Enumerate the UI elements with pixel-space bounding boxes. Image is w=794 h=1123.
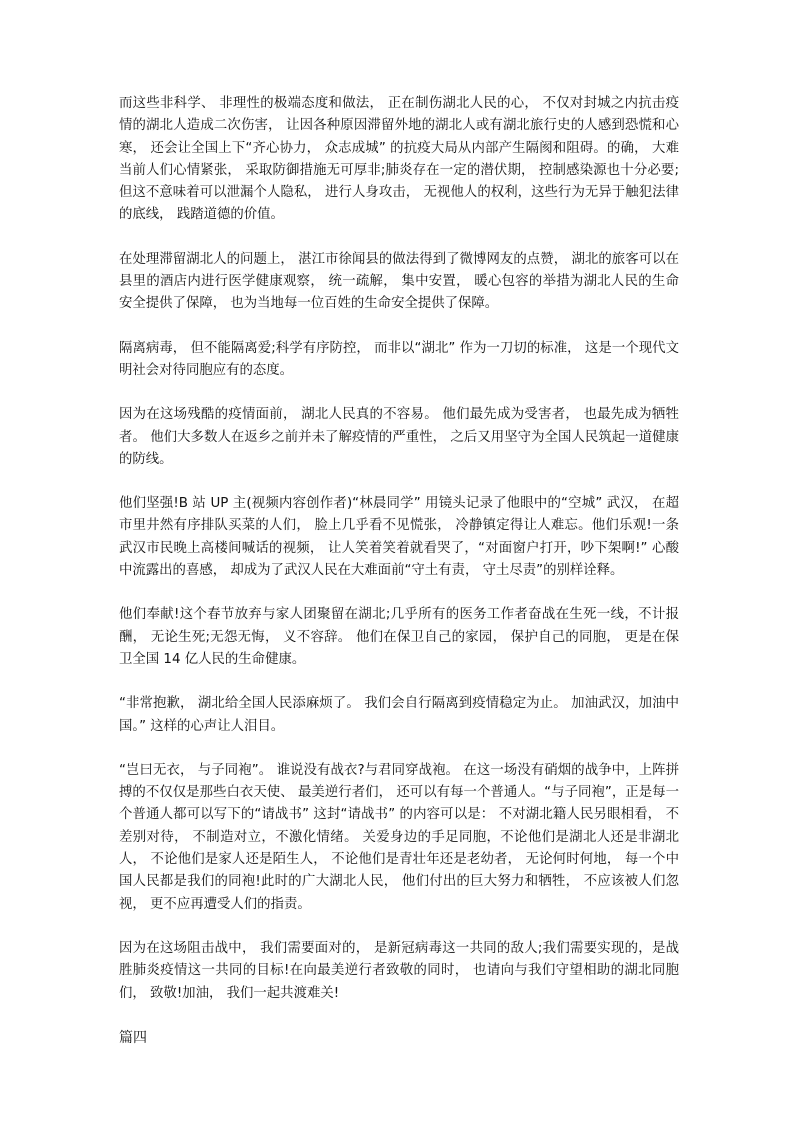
paragraph: 隔离病毒， 但不能隔离爱;科学有序防控， 而非以“湖北” 作为一刀切的标准， 这是一个现代文明社会对待同胞应有的态度。 [119,340,679,378]
paragraph: 因为在这场残酷的疫情面前， 湖北人民真的不容易。 他们最先成为受害者， 也最先成为牺牲者。 他们大多数人在返乡之前并未了解疫情的严重性， 之后又用坚守为全国人民筑起一道健康的防线。 [119,407,679,467]
paragraph: 在处理滞留湖北人的问题上， 湛江市徐闻县的做法得到了微博网友的点赞， 湖北的旅客可以在县里的酒店内进行医学健康观察， 统一疏解， 集中安置， 暖心包容的举措为湖北人民的生命安全提供了保障， 也为当地每一位百姓的生命安全提供了保障。 [119,251,679,312]
paragraph: 他们坚强!B 站 UP 主(视频内容创作者)“林晨同学” 用镜头记录了他眼中的“空城” 武汉， 在超市里井然有序排队买菜的人们， 脸上几乎看不见慌张， 冷静镇定得让人难忘。他们乐观!一条武汉市民晚上高楼间喊话的视频， 让人笑着笑着就看哭了，“对面窗户打开，吵下架啊!” 心酸中流露出的喜感， 却成为了武汉人民在大难面前“守土有责， 守土尽责”的别样诠释。 [119,496,679,579]
section-heading: 篇四 [119,1029,147,1046]
paragraph: 而这些非科学、 非理性的极端态度和做法， 正在制伤湖北人民的心， 不仅对封城之内抗击疫情的湖北人造成二次伤害， 让因各种原因滞留外地的湖北人或有湖北旅行史的人感到恐慌和心寒， 还会让全国上下“齐心协力， 众志成城” 的抗疫大局从内部产生隔阂和阻碍。的确， 大难当前人们心情紧张， 采取防御措施无可厚非;肺炎存在一定的潜伏期， 控制感染源也十分必要;但这不意味着可以泄漏个人隐私， 进行人身攻击， 无视他人的权利，这些行为无异于触犯法律的底线， 践踏道德的价值。 [119,96,679,223]
paragraph: 因为在这场阻击战中， 我们需要面对的， 是新冠病毒这一共同的敌人;我们需要实现的，是战胜肺炎疫情这一共同的目标!在向最美逆行者致敬的同时， 也请向与我们守望相助的湖北同胞们， 致敬!加油， 我们一起共渡难关! [119,940,679,1001]
paragraph: “非常抱歉， 湖北给全国人民添麻烦了。 我们会自行隔离到疫情稳定为止。 加油武汉，加油中国。” 这样的心声让人泪目。 [119,696,679,734]
paragraph: 他们奉献!这个春节放弃与家人团聚留在湖北;几乎所有的医务工作者奋战在生死一线，不计报酬， 无论生死;无怨无悔， 义不容辞。 他们在保卫自己的家园， 保护自己的同胞， 更是在保卫全国 14 亿人民的生命健康。 [119,607,679,667]
paragraph: “岂曰无衣， 与子同袍”。 谁说没有战衣?与君同穿战袍。 在这一场没有硝烟的战争中，上阵拼搏的不仅仅是那些白衣天使、 最美逆行者们， 还可以有每一个普通人。“与子同袍”，正是每一个普通人都可以写下的“请战书” 这封“请战书” 的内容可以是： 不对湖北籍人民另眼相看， 不差别对待， 不制造对立，不激化情绪。 关爱身边的手足同胞，不论他们是湖北人还是非湖北人， 不论他们是家人还是陌生人， 不论他们是青壮年还是老幼者， 无论何时何地， 每一个中国人民都是我们的同袍!此时的广大湖北人民， 他们付出的巨大努力和牺牲， 不应该被人们忽视， 更不应再遭受人们的指责。 [119,762,679,912]
document-body [119,93,679,1049]
